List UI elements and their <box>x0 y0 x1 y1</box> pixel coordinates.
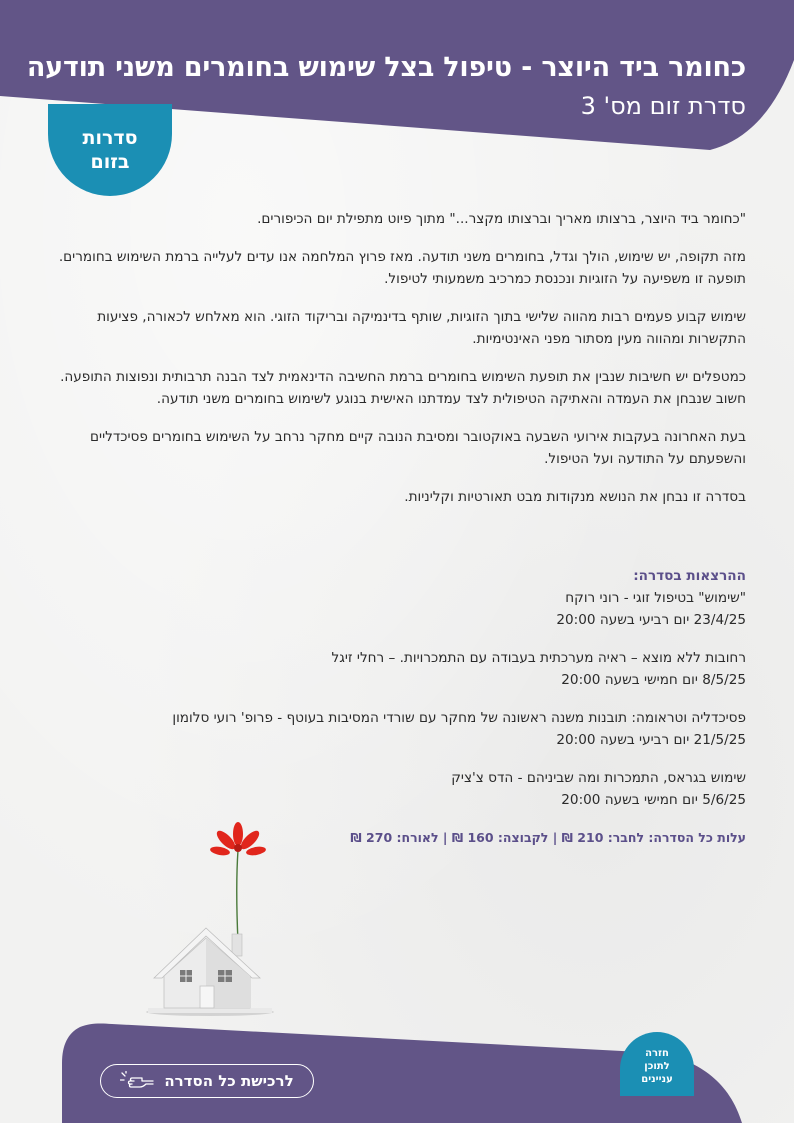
lecture-title: רחובות ללא מוצא – ראיה מערכתית בעבודה עם התמכרויות. – רחלי זיגל <box>331 650 746 666</box>
lecture-title: שימוש בגראס, התמכרות ומה שביניהם - הדס צ'ציק <box>451 770 746 786</box>
intro-text <box>46 208 746 524</box>
lecture-date: 8/5/25 יום חמישי בשעה 20:00 <box>561 672 746 688</box>
lecture-title: פסיכדליה וטראומה: תובנות משנה ראשונה של מחקר עם שורדי המסיבות בעוטף - פרופ' רועי סלומון <box>172 710 746 726</box>
intro-paragraph: בסדרה זו נבחן את הנושא מנקודות מבט תאורטיות וקליניות. <box>404 489 746 505</box>
intro-paragraph: שימוש קבוע פעמים רבות מהווה שלישי בתוך הזוגיות, שותף בדינמיקה ובריקוד הזוגי. הוא מאלחש לכאורה, פציעות התקשרות ומהווה מעין מסתור מפני האינטימיות. <box>97 309 746 347</box>
lecture-date: 21/5/25 יום רביעי בשעה 20:00 <box>556 732 746 748</box>
page-subtitle: סדרת זום מס' 3 <box>580 92 746 120</box>
zoom-series-badge <box>48 104 172 196</box>
lectures-heading: ההרצאות בסדרה: <box>633 568 746 584</box>
pointing-hand-icon <box>120 1071 156 1091</box>
lecture-item <box>46 707 746 751</box>
lecture-item <box>46 587 746 631</box>
intro-paragraph: כמטפלים יש חשיבות שנבין את תופעת השימוש בחומרים ברמת החשיבה הדינאמית לצד הבנה תרבותית ונפוצות התופעה. חשוב שנבחן את העמדה והאתיקה הטיפולית לצד עמדתנו האישית בנוגע לשימוש בחומרים משני תודעה. <box>60 369 746 407</box>
register-label: לרכישת כל הסדרה <box>164 1072 294 1090</box>
badge-line1: סדרות <box>82 127 138 149</box>
intro-paragraph: מזה תקופה, יש שימוש, הולך וגדל, בחומרים משני תודעה. מאז פרוץ המלחמה אנו עדים לעלייה ברמת השימוש בחומרים. תופעה זו משפיעה על הזוגיות ונכנסת כמרכיב משמעותי לטיפול. <box>58 249 746 287</box>
lecture-title: "שימוש" בטיפול זוגי - רוני רוקח <box>565 590 746 606</box>
register-series-button[interactable] <box>100 1064 314 1098</box>
lectures-section <box>46 565 746 849</box>
intro-paragraph: בעת האחרונה בעקבות אירועי השבעה באוקטובר ומסיבת הנובה קיים מחקר נרחב על השימוש בחומרים פסיכדליים והשפעתם על התודעה ועל הטיפול. <box>90 429 746 467</box>
back-label-line3: עניינים <box>641 1073 673 1085</box>
page-title: כחומר ביד היוצר - טיפול בצל שימוש בחומרים משני תודעה <box>26 52 746 83</box>
badge-line2: בזום <box>90 151 130 173</box>
lecture-date: 23/4/25 יום רביעי בשעה 20:00 <box>556 612 746 628</box>
house-with-flower-illustration <box>140 820 280 1020</box>
back-to-contents-button[interactable] <box>620 1032 694 1096</box>
back-label-line1: חזרה <box>645 1047 669 1059</box>
intro-paragraph: "כחומר ביד היוצר, ברצותו מאריך וברצותו מקצר..." מתוך פיוט מתפילת יום הכיפורים. <box>257 211 746 227</box>
lecture-date: 5/6/25 יום חמישי בשעה 20:00 <box>561 792 746 808</box>
lecture-item <box>46 647 746 691</box>
lecture-item <box>46 767 746 811</box>
series-prices: עלות כל הסדרה: לחבר: 210 ₪ | לקבוצה: 160 ₪ | לאורח: 270 ₪ <box>350 830 746 845</box>
back-label-line2: לתוכן <box>644 1060 670 1072</box>
